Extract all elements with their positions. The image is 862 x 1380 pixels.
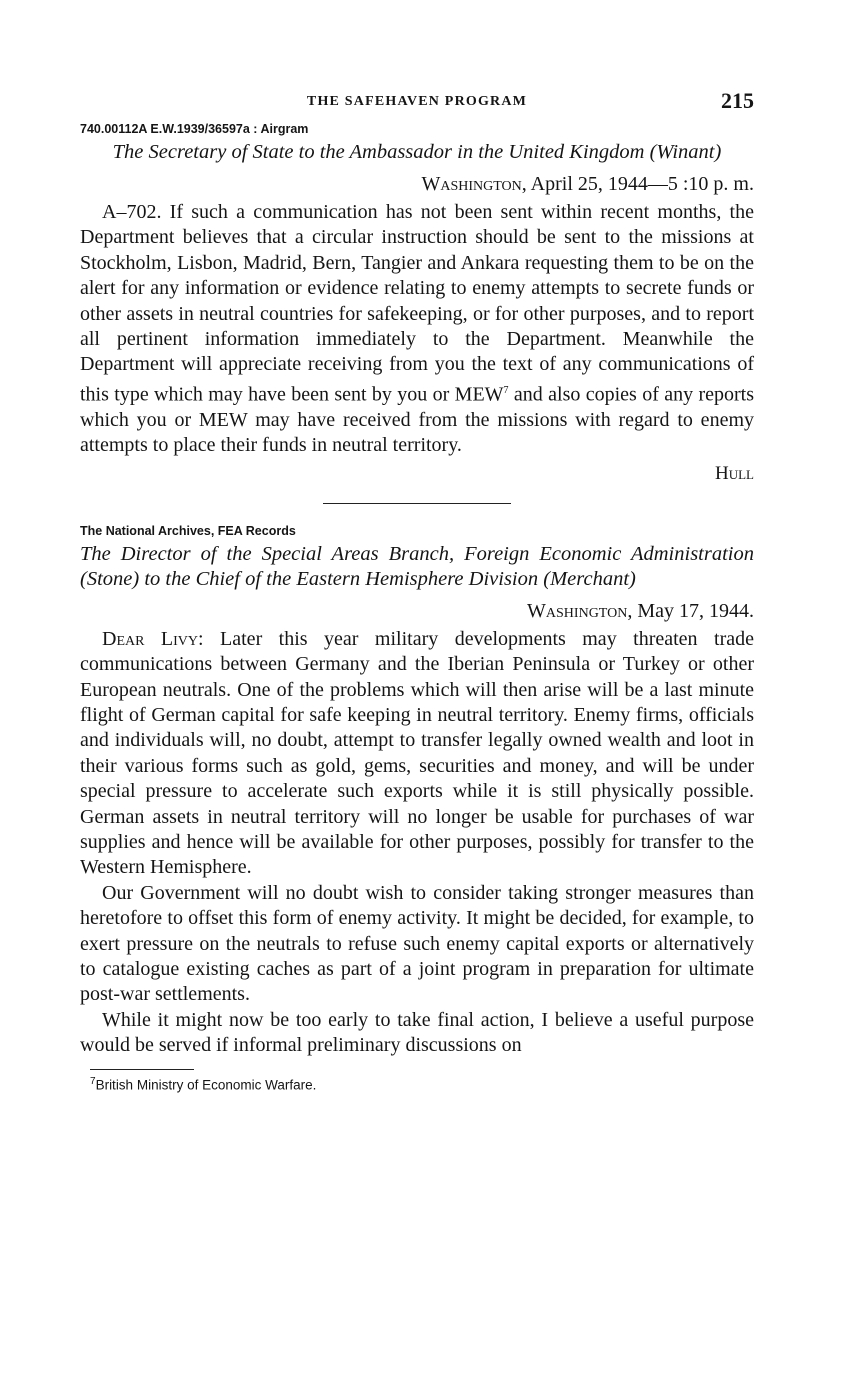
salutation: Dear Livy — [102, 627, 199, 650]
document-page — [80, 88, 754, 1092]
file-reference: 740.00112A E.W.1939/36597a : Airgram — [80, 122, 309, 136]
footnote — [90, 1076, 754, 1093]
document-letter — [80, 524, 754, 1059]
dateline-date: , April 25, 1944—5 :10 p. m. — [521, 173, 754, 195]
document-heading: The Secretary of State to the Ambassador in the United Kingdom (Winant) — [112, 141, 722, 163]
body-paragraph: Our Government will no doubt wish to consider taking stronger measures than heretofore to offset this form of enemy activity. It might be decided, for example, to exert pressure on the neutrals to refuse such enemy capital exports or alternatively to catalogue existing caches as part of a joint program in preparation for ultimate post-war settlements. — [80, 881, 754, 1006]
signature: Hull — [715, 462, 754, 484]
footnote-text: British Ministry of Economic Warfare. — [95, 1077, 317, 1093]
file-reference: The National Archives, FEA Records — [80, 523, 296, 538]
paragraph-text: A–702. If such a communication has not been sent within recent months, the Department believes that a circular instruction should be sent to the missions at Stockholm, Lisbon, Madrid, Bern, Tangier and Ankara requesting them to be on the alert for any information or evidence relating to enemy attempts to secrete funds or other assets in neutral countries for safekeeping, or for other purposes, and to report all pertinent information immediately to the Department. Meanwhile the Department will appreciate receiving from you the text of any communications of this type which may have been sent by you or MEW — [80, 201, 754, 406]
running-title: THE SAFEHAVEN PROGRAM — [306, 94, 528, 109]
body-paragraph — [80, 200, 754, 459]
document-heading: The Director of the Special Areas Branch, Foreign Economic Administration (Stone) to the Chief of the Eastern Hemisphere Division (Merchant) — [80, 542, 754, 590]
dateline — [80, 600, 754, 623]
paragraph-text: : Later this year military developments may threaten trade communications between Germany and the Iberian Peninsula or Turkey or other European neutrals. One of the problems which will then arise will be a last minute flight of German capital for safe keeping in neutral territory. Enemy firms, officials and individuals will, no doubt, attempt to transfer legally owned wealth and loot in their various forms such as gold, gems, securities and money, and will be under special pressure to accelerate such exports while it is still physically possible. German assets in neutral territory will no longer be usable for purchases of war supplies and hence will be available for other purposes, possibly for transfer to the Western Hemisphere. — [80, 627, 754, 879]
page-number: 215 — [721, 88, 754, 113]
section-divider — [323, 503, 511, 504]
footnote-mark: 7 — [90, 1075, 96, 1087]
dateline-city: Washington — [421, 173, 522, 195]
running-header — [80, 88, 754, 118]
footnote-divider — [90, 1069, 194, 1070]
dateline-date: , May 17, 1944. — [627, 599, 754, 622]
body-paragraph — [80, 627, 754, 881]
dateline-city: Washington — [527, 599, 628, 622]
paragraph-text: and also copies of any reports which you or MEW may have received from the missions with regard to enemy attempts to place their funds in neutral territory. — [80, 383, 754, 457]
footnote-reference: 7 — [503, 384, 509, 396]
body-paragraph: While it might now be too early to take final action, I believe a useful purpose would be served if informal preliminary discussions on — [80, 1008, 754, 1057]
dateline — [80, 173, 754, 196]
document-airgram — [80, 122, 754, 485]
